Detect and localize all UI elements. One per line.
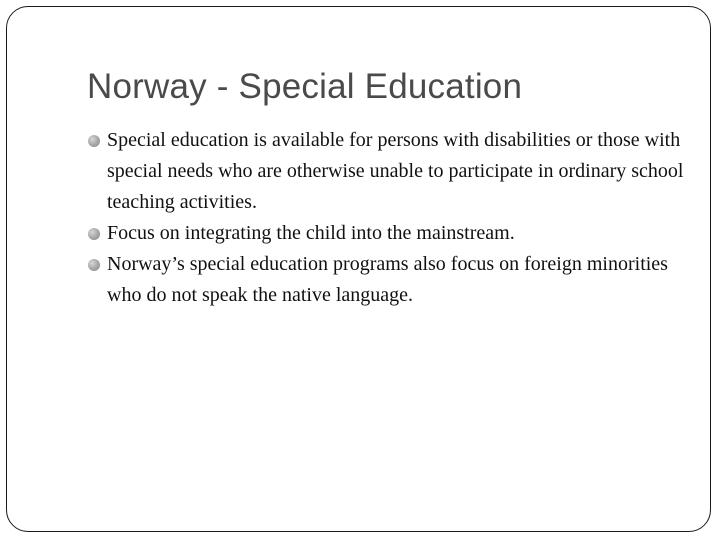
bullet-text: Norway’s special education programs also focus on foreign minorities who do not speak the native language.: [107, 253, 668, 306]
bullet-item: [87, 218, 687, 249]
bullet-text: Special education is available for persons with disabilities or those with special needs who are otherwise unable to participate in ordinary school teaching activities.: [107, 129, 684, 213]
bullet-icon: [88, 228, 100, 240]
bullet-item: [87, 249, 687, 311]
bullet-list: [87, 125, 687, 311]
bullet-icon: [88, 259, 100, 271]
bullet-text: Focus on integrating the child into the mainstream.: [107, 222, 515, 244]
slide: [6, 6, 711, 532]
slide-title: Norway - Special Education: [87, 67, 523, 106]
bullet-icon: [88, 135, 100, 147]
bullet-item: [87, 125, 687, 218]
